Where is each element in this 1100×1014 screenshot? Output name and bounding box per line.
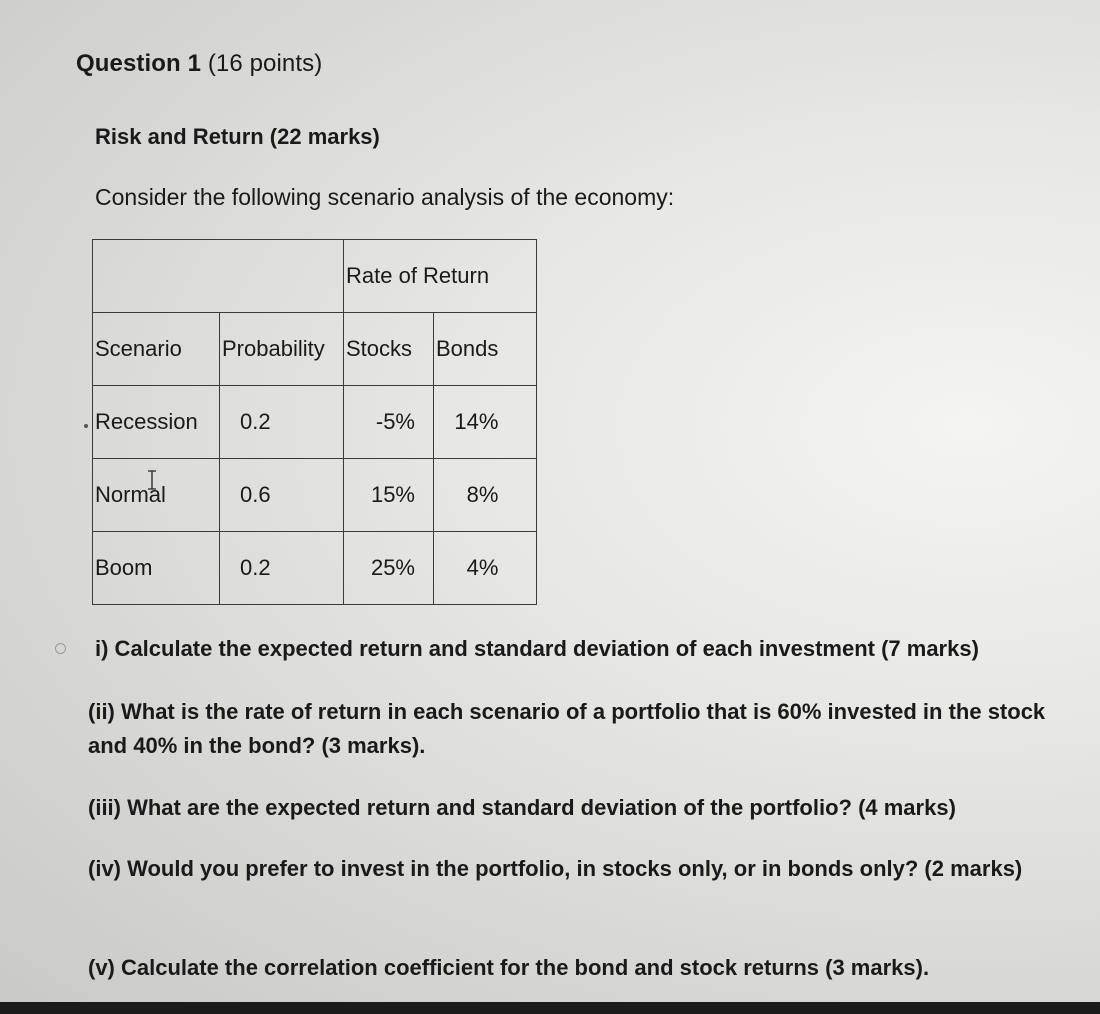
table-column-header-row — [93, 313, 537, 386]
question-i: i) Calculate the expected return and standard deviation of each investment (7 marks) — [95, 636, 979, 661]
cell-scenario: Boom — [93, 532, 220, 605]
question-iv: (iv) Would you prefer to invest in the portfolio, in stocks only, or in bonds only? (2 marks) — [88, 856, 1023, 881]
column-header-bonds: Bonds — [434, 313, 537, 386]
column-header-scenario: Scenario — [93, 313, 220, 386]
cell-stocks: 25% — [344, 532, 434, 605]
column-header-stocks: Stocks — [344, 313, 434, 386]
cell-probability: 0.2 — [220, 386, 344, 459]
table-row — [93, 386, 537, 459]
cell-probability: 0.6 — [220, 459, 344, 532]
table-group-header-row — [93, 240, 537, 313]
circle-bullet-icon — [55, 643, 66, 654]
question-title — [76, 50, 322, 78]
cell-scenario: Normal — [93, 459, 220, 532]
rate-of-return-header: Rate of Return — [344, 240, 537, 313]
cell-bonds: 4% — [434, 532, 537, 605]
cell-bonds: 8% — [434, 459, 537, 532]
question-points: (16 points) — [207, 50, 323, 77]
column-header-probability: Probability — [220, 313, 344, 386]
table-row — [93, 459, 537, 532]
text-cursor-icon — [147, 470, 157, 490]
question-v: (v) Calculate the correlation coefficient for the bond and stock returns (3 marks). — [88, 955, 930, 980]
cell-probability: 0.2 — [220, 532, 344, 605]
question-iii: (iii) What are the expected return and standard deviation of the portfolio? (4 marks) — [88, 795, 956, 820]
intro-text: Consider the following scenario analysis of the economy: — [95, 184, 675, 210]
table-row — [93, 532, 537, 605]
cell-bonds: 14% — [434, 386, 537, 459]
question-ii: (ii) What is the rate of return in each scenario of a portfolio that is 60% invested in the stock and 40% in the bond? (3 marks). — [88, 699, 1046, 758]
margin-dot — [84, 424, 88, 428]
cell-stocks: -5% — [344, 386, 434, 459]
screen-bottom-bezel — [0, 1002, 1100, 1014]
question-label: Question 1 — [76, 50, 202, 77]
section-title: Risk and Return (22 marks) — [95, 124, 380, 149]
scenario-table — [92, 239, 537, 605]
empty-header-cell — [93, 240, 344, 313]
cell-stocks: 15% — [344, 459, 434, 532]
cell-scenario: Recession — [93, 386, 220, 459]
